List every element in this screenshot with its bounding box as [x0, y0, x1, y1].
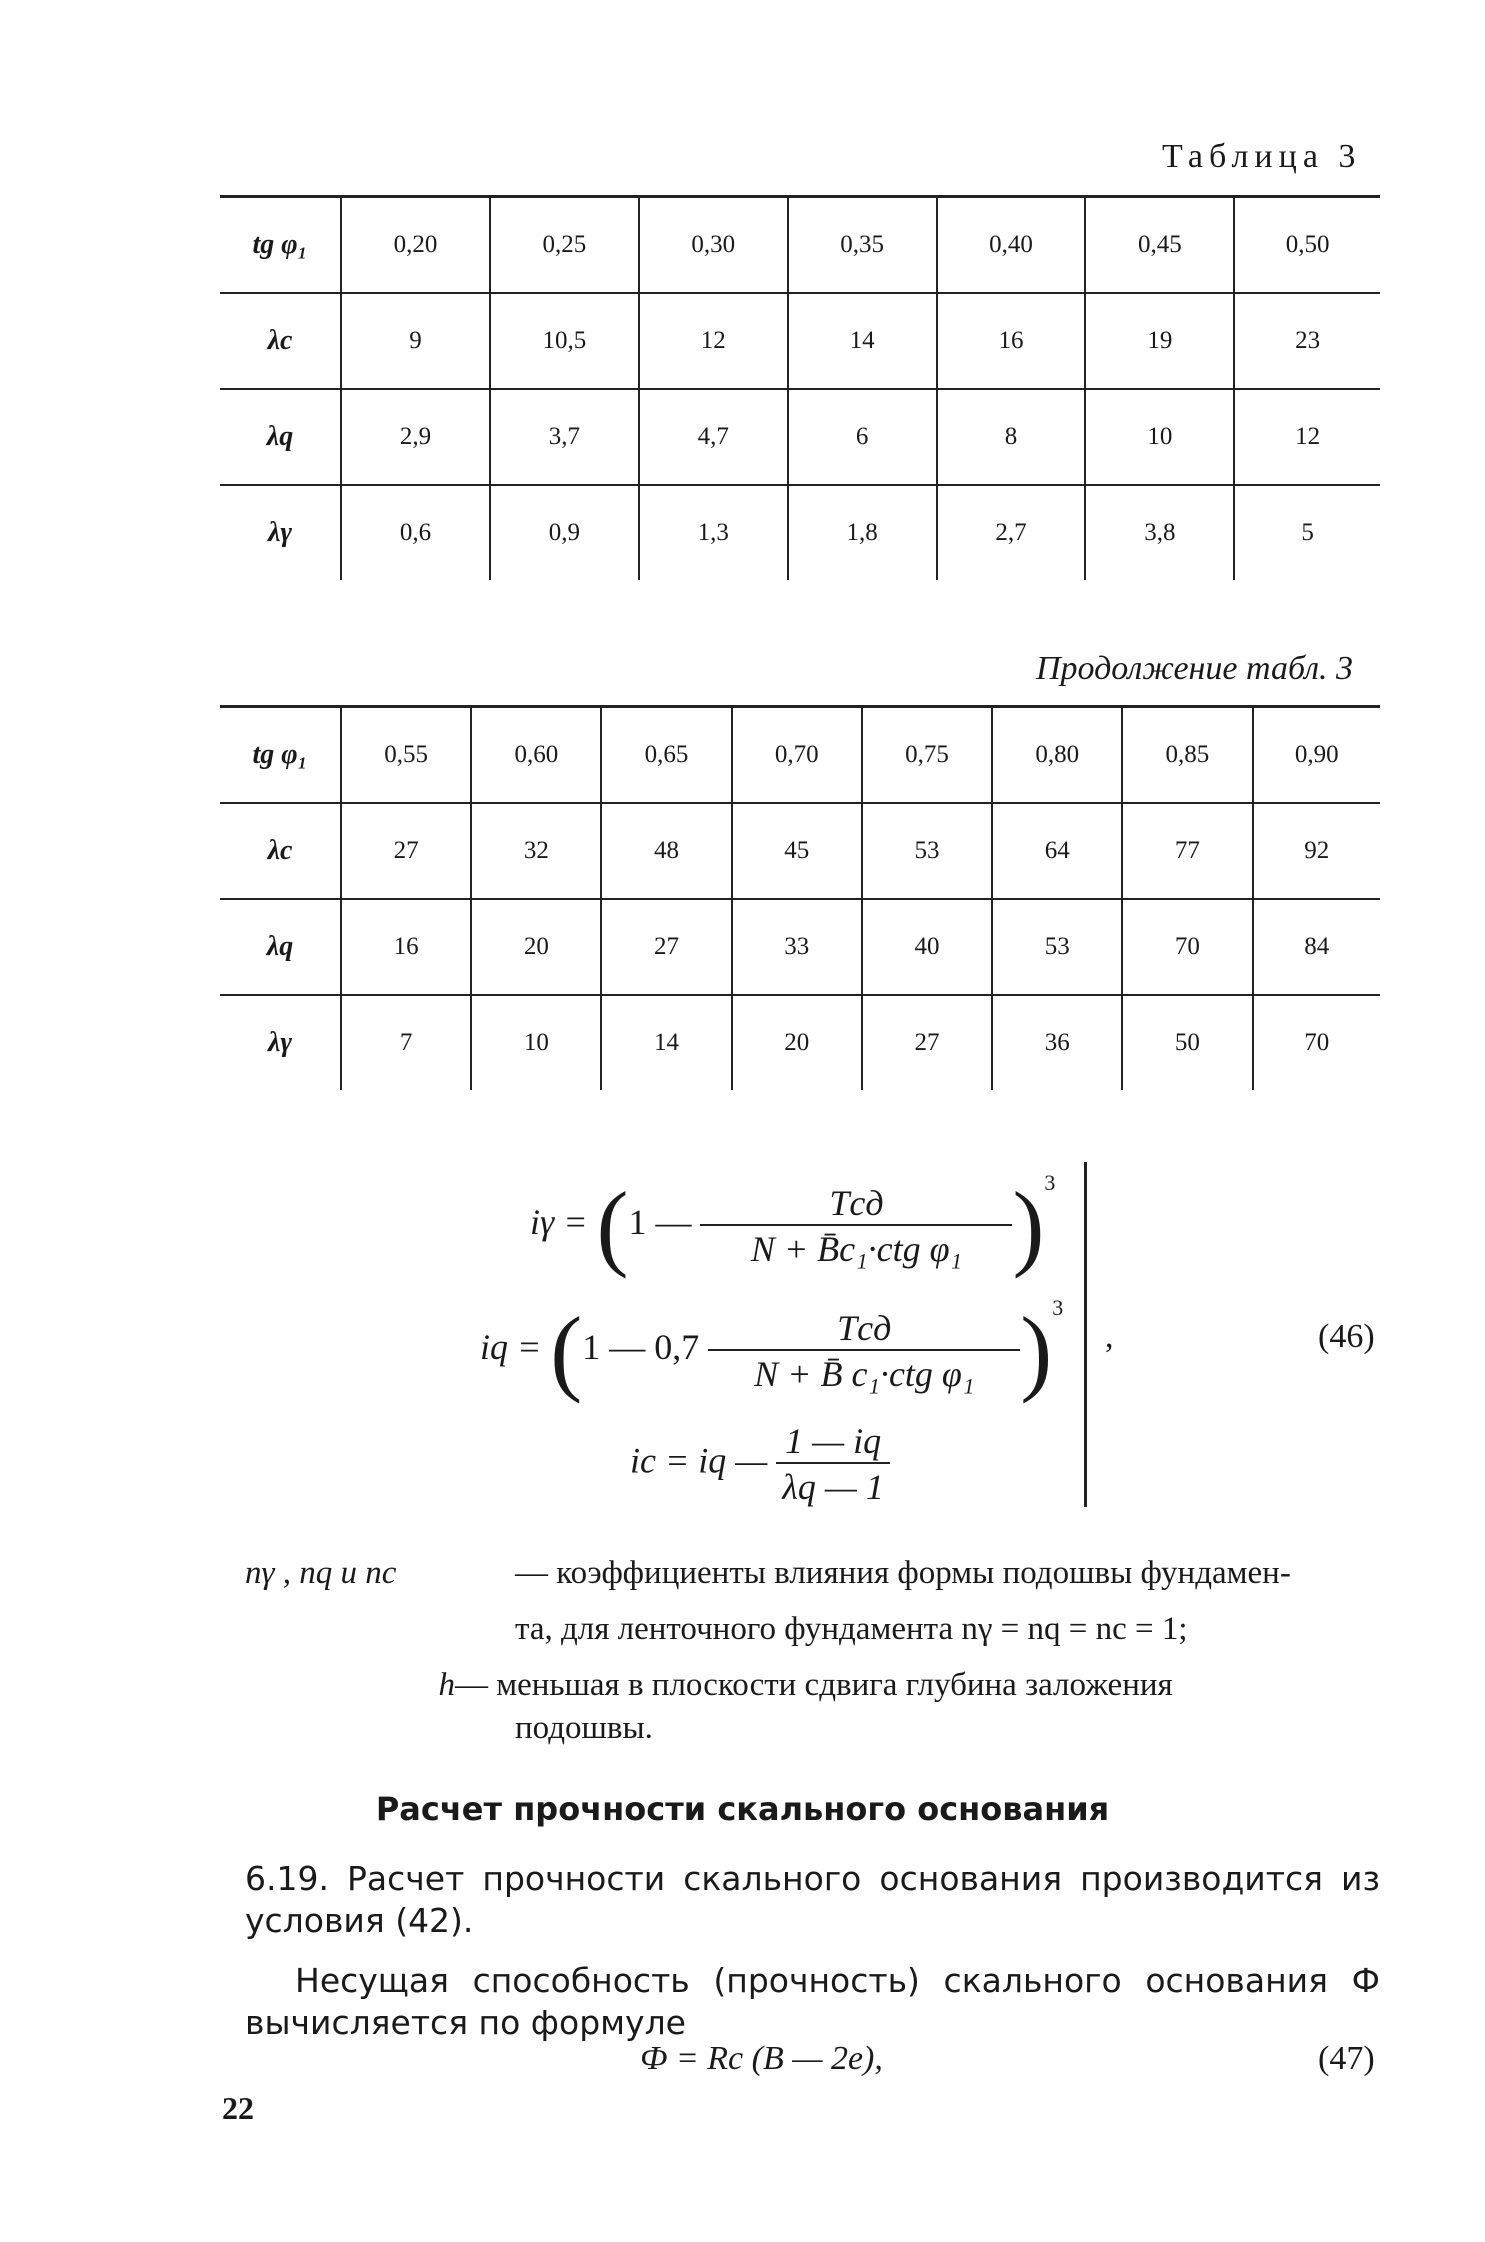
table-cell: 53: [862, 803, 992, 899]
i-c-fraction: [776, 1420, 890, 1508]
h-text-1: — меньшая в плоскости сдвига глубина заложения: [455, 1667, 1173, 1703]
table-cell: 14: [601, 995, 731, 1090]
i-gamma-inner: 1 —: [628, 1202, 692, 1242]
table-cell: 16: [341, 899, 471, 995]
i-q-fraction: [708, 1307, 1020, 1395]
table-cell: 0,80: [992, 707, 1122, 804]
table-cell: 10: [1085, 389, 1234, 485]
table-cell: 23: [1234, 293, 1380, 389]
table-cell: 33: [732, 899, 862, 995]
table-cell: 0,70: [732, 707, 862, 804]
table-cell: 92: [1253, 803, 1380, 899]
i-q-denominator: N + B̄ c₁·ctg φ₁: [708, 1349, 1020, 1395]
table-cell: 1,8: [788, 485, 937, 580]
formula-46-comma: ,: [1105, 1318, 1114, 1355]
formula-i-q: [480, 1295, 1063, 1406]
table-cell: 0,30: [639, 197, 788, 294]
section-heading: Расчет прочности скального основания: [375, 1790, 1110, 1828]
table-cell: 50: [1122, 995, 1252, 1090]
table1-caption: Таблица 3: [1162, 138, 1362, 175]
i-c-lhs: ic = iq —: [630, 1440, 768, 1481]
n-text-2: та, для ленточного фундамента nγ = nq = nc = 1;: [515, 1611, 1188, 1647]
table-cell: 0,65: [601, 707, 731, 804]
table-cell: 0,35: [788, 197, 937, 294]
i-gamma-fraction: [700, 1182, 1012, 1270]
paren-close: ): [1012, 1172, 1045, 1280]
table-cell: 48: [601, 803, 731, 899]
table-row: [220, 293, 1380, 389]
paren-close: ): [1020, 1297, 1053, 1405]
definitions: [245, 1545, 1395, 1746]
row-header: λq: [266, 931, 294, 962]
table-cell: 10: [471, 995, 601, 1090]
table-cell: 0,85: [1122, 707, 1252, 804]
i-q-lhs: iq =: [480, 1327, 551, 1367]
i-c-denominator: λq — 1: [776, 1462, 890, 1508]
table-cell: 10,5: [490, 293, 639, 389]
definition-n: [245, 1545, 1395, 1601]
row-header: λq: [266, 421, 294, 452]
table-cell: 27: [862, 995, 992, 1090]
table-cell: 36: [992, 995, 1122, 1090]
table-cell: 6: [788, 389, 937, 485]
row-header: tg φ₁: [252, 739, 308, 770]
table-row: [220, 995, 1380, 1090]
table-cell: 27: [341, 803, 471, 899]
table-cell: 0,20: [341, 197, 490, 294]
table-cell: 12: [1234, 389, 1380, 485]
paren-open: (: [550, 1297, 583, 1405]
table-cell: 0,90: [1253, 707, 1380, 804]
formula-i-gamma: [530, 1170, 1055, 1281]
i-q-exponent: 3: [1052, 1295, 1064, 1320]
table-cell: 3,8: [1085, 485, 1234, 580]
table-cell: 84: [1253, 899, 1380, 995]
table-cell: 9: [341, 293, 490, 389]
table-cell: 0,55: [341, 707, 471, 804]
row-header: tg φ₁: [252, 229, 308, 260]
equation-number-47: (47): [1318, 2040, 1375, 2077]
table-row: [220, 707, 1380, 804]
table-cell: 0,45: [1085, 197, 1234, 294]
h-symbol: h: [438, 1667, 455, 1703]
i-q-inner: 1 — 0,7: [582, 1327, 700, 1367]
table-cell: 20: [471, 899, 601, 995]
i-gamma-exponent: 3: [1044, 1170, 1056, 1195]
table2-caption: Продолжение табл. 3: [1036, 650, 1354, 687]
table-cell: 4,7: [639, 389, 788, 485]
i-q-numerator: Tсд: [837, 1307, 892, 1348]
table-cell: 5: [1234, 485, 1380, 580]
row-header: λγ: [267, 1027, 293, 1058]
table-cell: 53: [992, 899, 1122, 995]
table-cell: 40: [862, 899, 992, 995]
equation-number-46: (46): [1318, 1318, 1375, 1355]
paren-open: (: [596, 1172, 629, 1280]
paragraph-bearing-capacity: Несущая способность (прочность) скального основания Ф вычисляется по формуле: [245, 1961, 1380, 2042]
h-text-2: подошвы.: [515, 1710, 653, 1746]
table-cell: 20: [732, 995, 862, 1090]
table-cell: 64: [992, 803, 1122, 899]
n-text-1: — коэффициенты влияния формы подошвы фундамен-: [515, 1555, 1291, 1591]
table-cell: 45: [732, 803, 862, 899]
i-gamma-lhs: iγ =: [530, 1202, 597, 1242]
table-row: [220, 485, 1380, 580]
formula-47: Ф = Rc (B — 2e),: [640, 2040, 883, 2077]
table-cell: 0,75: [862, 707, 992, 804]
table-cell: 27: [601, 899, 731, 995]
table2: [220, 705, 1380, 1090]
n-symbols: nγ , nq и nc: [245, 1555, 397, 1591]
table-cell: 70: [1122, 899, 1252, 995]
table-cell: 3,7: [490, 389, 639, 485]
table-cell: 19: [1085, 293, 1234, 389]
table-cell: 16: [937, 293, 1086, 389]
table-cell: 0,25: [490, 197, 639, 294]
page-number: 22: [222, 2090, 254, 2126]
i-gamma-denominator: N + B̄c₁·ctg φ₁: [700, 1224, 1012, 1270]
table-row: [220, 803, 1380, 899]
system-brace: [1070, 1162, 1087, 1507]
table-row: [220, 899, 1380, 995]
definition-h: [245, 1657, 1395, 1713]
paragraph-6-19: 6.19. Расчет прочности скального основания производится из условия (42).: [245, 1859, 1380, 1940]
row-header: λc: [267, 325, 293, 356]
table-cell: 2,7: [937, 485, 1086, 580]
table1: [220, 195, 1380, 580]
table-cell: 70: [1253, 995, 1380, 1090]
table-cell: 0,60: [471, 707, 601, 804]
table-cell: 0,9: [490, 485, 639, 580]
table-cell: 8: [937, 389, 1086, 485]
table-cell: 77: [1122, 803, 1252, 899]
table-cell: 0,50: [1234, 197, 1380, 294]
formula-i-c: [630, 1420, 890, 1508]
row-header: λc: [267, 835, 293, 866]
table-cell: 7: [341, 995, 471, 1090]
table-row: [220, 197, 1380, 294]
i-c-numerator: 1 — iq: [785, 1421, 882, 1461]
table-cell: 0,40: [937, 197, 1086, 294]
table-cell: 0,6: [341, 485, 490, 580]
row-header: λγ: [267, 517, 293, 548]
table-cell: 14: [788, 293, 937, 389]
table-cell: 1,3: [639, 485, 788, 580]
table-cell: 12: [639, 293, 788, 389]
table-cell: 2,9: [341, 389, 490, 485]
i-gamma-numerator: Tсд: [829, 1182, 884, 1223]
table-cell: 32: [471, 803, 601, 899]
table-row: [220, 389, 1380, 485]
